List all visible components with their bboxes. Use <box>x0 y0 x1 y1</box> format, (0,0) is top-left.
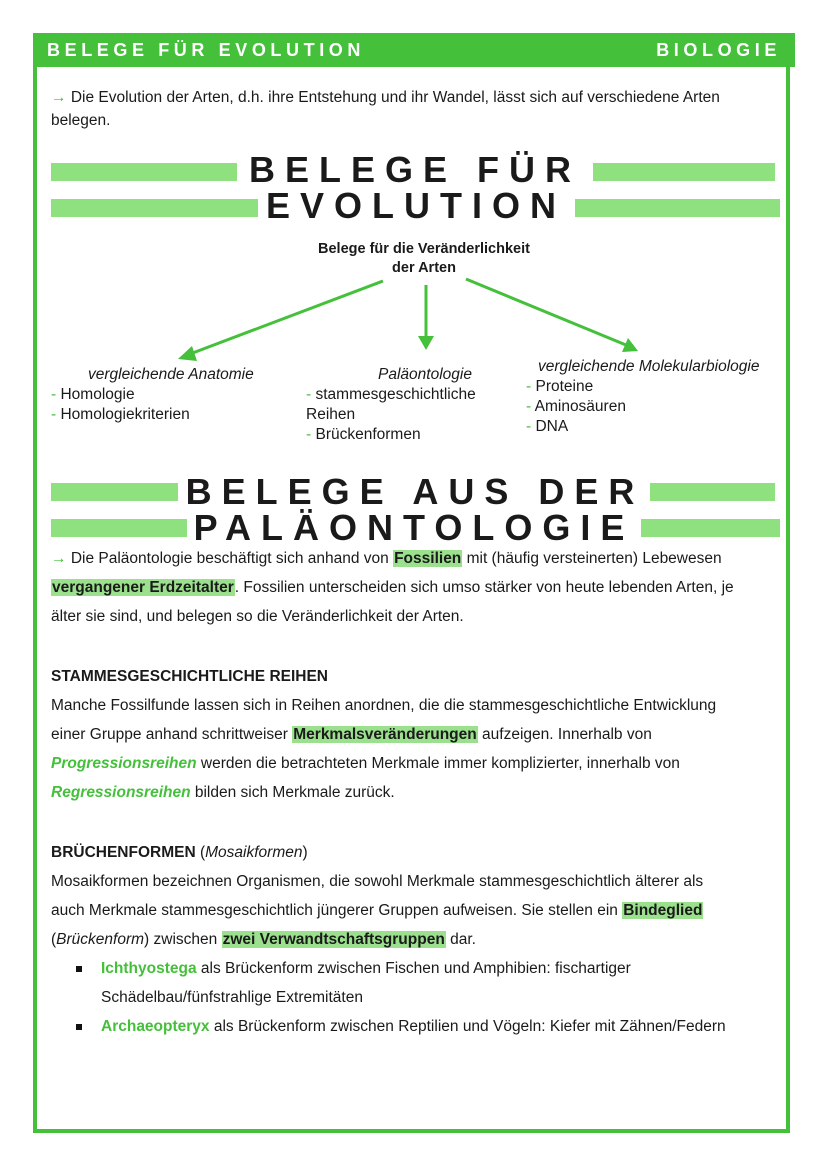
reihen-heading: STAMMESGESCHICHTLICHE REIHEN <box>51 668 329 685</box>
section-title-line2: PALÄONTOLOGIE <box>193 507 635 548</box>
title-bar <box>51 483 178 501</box>
list-item: Ichthyostega als Brückenform zwischen Fischen und Amphibien: fischartiger Schädelbau/fünfstrahlige Extremitäten <box>51 954 786 1012</box>
list-item: - Proteine <box>526 378 594 395</box>
header-title: BELEGE FÜR EVOLUTION <box>47 39 366 60</box>
arrow-right <box>466 279 626 345</box>
list-item: Archaeopteryx als Brückenform zwischen Reptilien und Vögeln: Kiefer mit Zähnen/Federn <box>51 1012 786 1041</box>
section-title-line1: BELEGE FÜR <box>248 149 581 190</box>
list-item: - Homologiekriterien <box>51 406 190 423</box>
section-title-line2: EVOLUTION <box>265 185 566 226</box>
arrow-left <box>190 281 383 354</box>
arrow-right-icon: → <box>51 89 67 106</box>
section-title-line1: BELEGE AUS DER <box>185 471 645 512</box>
title-bar <box>650 483 775 501</box>
list-item: - Homologie <box>51 386 135 403</box>
list-item: - Aminosäuren <box>526 398 626 415</box>
reihen-section: STAMMESGESCHICHTLICHE REIHEN Manche Fossilfunde lassen sich in Reihen anordnen, die die stammesgeschichtliche Entwicklung einer Gruppe anhand schrittweiser Merkmalsveränderungen aufzeigen. Innerhalb von Progressionsreihen werden die betrachteten Merkmale immer komplizierter, innerhalb von Regressionsreihen bilden sich Merkmale zurück. <box>51 662 786 807</box>
arrowhead-left <box>178 346 197 361</box>
list-item: - stammesgeschichtliche <box>306 386 476 403</box>
bruecken-section: BRÜCHENFORMEN (Mosaikformen) Mosaikformen bezeichnen Organismen, die sowohl Merkmale stammesgeschichtlich älterer als auch Merkmale stammesgeschichtlich jüngerer Gruppen aufweisen. Sie stellen ein Bindeglied (Brückenform) zwischen zwei Verwandtschaftsgruppen dar. Ichthyostega als Brückenform zwischen Fischen und Amphibien: fischartiger Schädelbau/fünfstrahlige Extremitäten Archaeopteryx als Brückenform zwischen Reptilien und Vögeln: Kiefer mit Zähnen/Federn <box>51 838 786 1041</box>
diagram-arrows <box>0 0 828 400</box>
arrow-right-icon: → <box>51 550 67 567</box>
bruecken-heading: BRÜCHENFORMEN <box>51 844 196 861</box>
list-item: - DNA <box>526 418 569 435</box>
list-item: - Brückenformen <box>306 426 421 443</box>
bullet-list <box>51 954 786 1041</box>
title-bar <box>641 519 780 537</box>
list-item: Reihen <box>306 406 356 423</box>
branch-molekularbiologie: vergleichende Molekularbiologie - Proteine - Aminosäuren - DNA <box>526 357 781 437</box>
branch-palaeontologie: Paläontologie - stammesgeschichtliche Reihen - Brückenformen <box>306 365 516 445</box>
branch-anatomie: vergleichende Anatomie - Homologie - Homologiekriterien <box>51 365 281 425</box>
palaeo-paragraph: → Die Paläontologie beschäftigt sich anhand von Fossilien mit (häufig versteinerten) Lebewesen vergangener Erdzeitalter. Fossilien unterscheiden sich umso stärker von heute lebenden Arten, je älter sie sind, und belegen so die Veränderlichkeit der Arten. <box>51 550 734 625</box>
diagram-root: Belege für die Veränderlichkeit der Arten <box>318 241 530 276</box>
title-bar <box>51 519 187 537</box>
header-subject: BIOLOGIE <box>656 39 781 60</box>
intro-text: → Die Evolution der Arten, d.h. ihre Entstehung und ihr Wandel, lässt sich auf verschiedene Arten belegen. <box>51 89 720 129</box>
arrowhead-center <box>418 336 434 350</box>
